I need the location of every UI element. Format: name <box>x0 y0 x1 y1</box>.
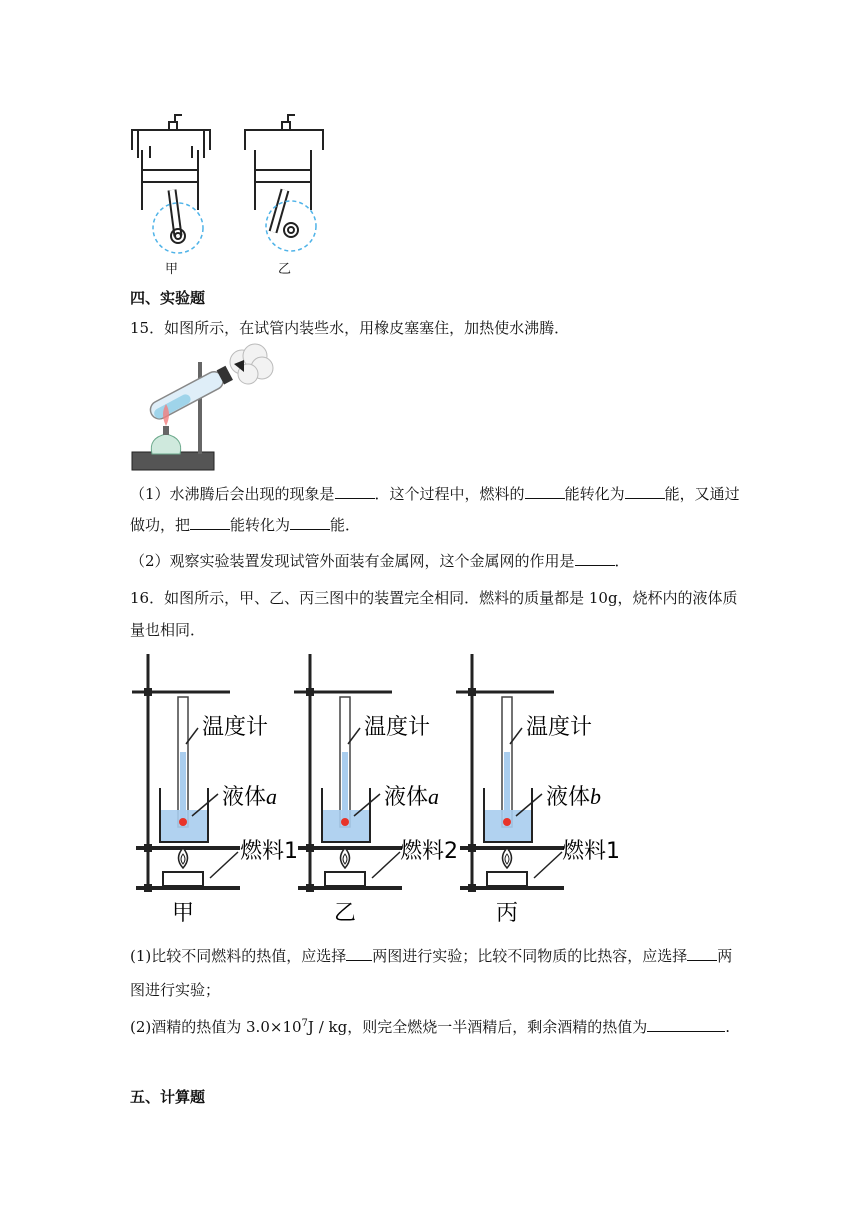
q15-p1-text-b: ．这个过程中，燃料的 <box>374 485 525 503</box>
test-tube-apparatus-figure <box>130 342 275 472</box>
q15-blank-4[interactable] <box>190 515 230 530</box>
q16-blank-2[interactable] <box>687 946 717 961</box>
fuel-label-1: 燃料1 <box>240 839 298 864</box>
q15-p1-line2-b: 能转化为 <box>230 516 291 534</box>
liquid-var-1: a <box>266 784 278 809</box>
q16-blank-1[interactable] <box>346 946 372 961</box>
q15-p1-text-d: 能，又通过 <box>664 485 740 503</box>
q16-part2 <box>130 1014 730 1037</box>
q15-p1-line2-a: 做功，把 <box>130 516 191 534</box>
q15-blank-5[interactable] <box>290 515 330 530</box>
liquid-label-3 <box>546 784 601 810</box>
q15-blank-3[interactable] <box>625 484 665 499</box>
thermometer-label-3: 温度计 <box>526 715 593 740</box>
liquid-label-2 <box>384 784 439 810</box>
liquid-word-1: 液体 <box>222 785 267 810</box>
q16-blank-3[interactable] <box>647 1017 725 1032</box>
fuel-label-3: 燃料1 <box>562 839 620 864</box>
q16-p2-exponent: 7 <box>301 1018 308 1029</box>
engine-jia-drawing <box>132 115 210 253</box>
fuel-label-2: 燃料2 <box>400 839 458 864</box>
liquid-word-3: 液体 <box>546 785 591 810</box>
heating-apparatus-figure-1 <box>130 652 298 927</box>
engine-caption-yi: 乙 <box>278 262 292 277</box>
q15-part2 <box>130 551 630 571</box>
q15-blank-2[interactable] <box>525 484 565 499</box>
heating-apparatus-figure-3 <box>454 652 629 927</box>
q15-p1-text-a: （1）水沸腾后会出现的现象是 <box>130 485 335 503</box>
q15-blank-1[interactable] <box>335 484 375 499</box>
q16-p2-text-c: . <box>725 1018 730 1036</box>
liquid-var-3: b <box>590 784 602 809</box>
heating-apparatus-figure-2 <box>292 652 458 927</box>
q16-p1-text-b: 两图进行实验；比较不同物质的比热容，应选择 <box>372 947 688 965</box>
q15-p1-text-c: 能转化为 <box>564 485 625 503</box>
q16-part1-line1 <box>130 946 732 966</box>
figure-caption-2: 乙 <box>334 901 357 926</box>
engine-caption-jia: 甲 <box>165 262 179 277</box>
q15-p2-text-b: ． <box>614 552 630 570</box>
q16-p1-text-a: (1)比较不同燃料的热值，应选择 <box>130 947 347 965</box>
q15-part1-line1 <box>130 484 740 504</box>
thermometer-label-1: 温度计 <box>202 715 269 740</box>
liquid-word-2: 液体 <box>384 785 429 810</box>
q15-p1-line2-c: 能． <box>330 516 361 534</box>
q15-part1-line2 <box>130 515 360 535</box>
q16-part1-line2: 图进行实验； <box>130 981 221 999</box>
section-heading-4: 四、实验题 <box>130 289 206 307</box>
q16-p1-text-c: 两 <box>717 947 733 965</box>
q16-p2-text-b: J / kg，则完全燃烧一半酒精后，剩余酒精的热值为 <box>307 1018 648 1036</box>
q15-p2-text-a: （2）观察实验装置发现试管外面装有金属网，这个金属网的作用是 <box>130 552 575 570</box>
thermometer-label-2: 温度计 <box>364 715 431 740</box>
liquid-var-2: a <box>428 784 440 809</box>
engine-yi-drawing <box>245 115 323 251</box>
q16-stem-line2: 量也相同． <box>130 621 206 639</box>
liquid-label-1 <box>222 784 277 810</box>
q16-p2-text-a: (2)酒精的热值为 3.0×10 <box>130 1018 302 1036</box>
q15-stem: 15．如图所示，在试管内装些水，用橡皮塞塞住，加热使水沸腾． <box>130 319 570 337</box>
figure-caption-3: 丙 <box>496 901 519 926</box>
figure-caption-1: 甲 <box>172 901 195 926</box>
q15-blank-6[interactable] <box>575 551 615 566</box>
engine-figures <box>120 110 340 280</box>
q16-stem-line1: 16．如图所示，甲、乙、丙三图中的装置完全相同．燃料的质量都是 10g，烧杯内的液体质 <box>130 589 738 607</box>
section-heading-5: 五、计算题 <box>130 1088 206 1106</box>
